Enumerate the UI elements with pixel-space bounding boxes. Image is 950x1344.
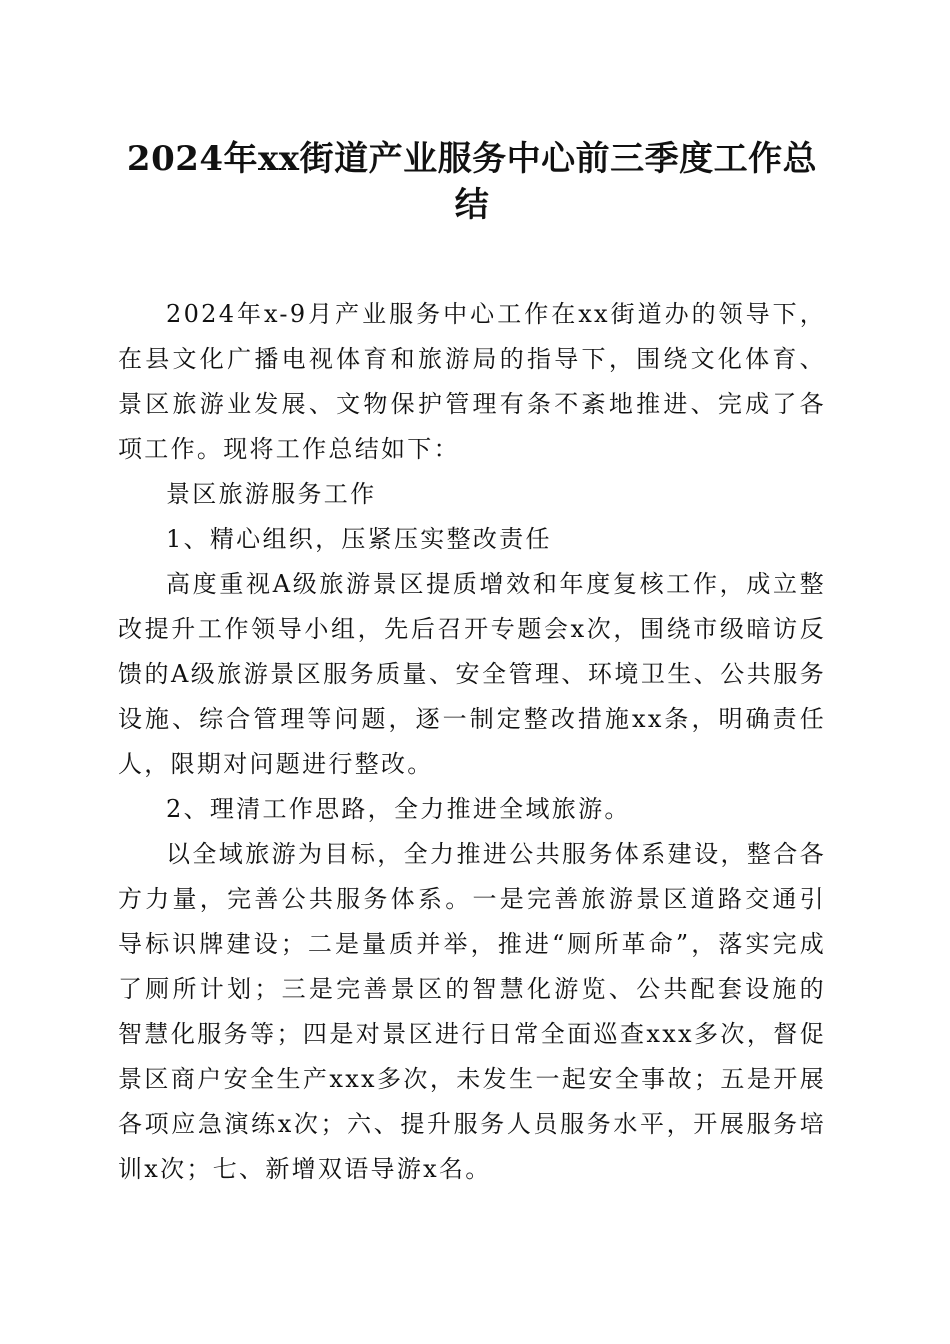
- document-body: [118, 292, 826, 1192]
- document-title: [118, 136, 826, 228]
- document-title-line-2: 结: [454, 185, 490, 225]
- item-2-heading: 2、理清工作思路，全力推进全域旅游。: [166, 795, 631, 823]
- section-heading-scenic-tourism: 景区旅游服务工作: [166, 480, 377, 508]
- item-1-heading: 1、精心组织，压紧压实整改责任: [166, 525, 552, 553]
- item-2-paragraph: 以全域旅游为目标，全力推进公共服务体系建设，整合各方力量，完善公共服务体系。一是完善旅游景区道路交通引导标识牌建设；二是量质并举，推进“厕所革命”，落实完成了厕所计划；三是完善景区的智慧化游览、公共配套设施的智慧化服务等；四是对景区进行日常全面巡查xxx多次，督促景区商户安全生产xxx多次，未发生一起安全事故；五是开展各项应急演练x次；六、提升服务人员服务水平，开展服务培训x次；七、新增双语导游x名。: [118, 840, 826, 1183]
- item-1-paragraph: 高度重视A级旅游景区提质增效和年度复核工作，成立整改提升工作领导小组，先后召开专题会x次，围绕市级暗访反馈的A级旅游景区服务质量、安全管理、环境卫生、公共服务设施、综合管理等问题，逐一制定整改措施xx条，明确责任人，限期对问题进行整改。: [118, 570, 826, 778]
- intro-paragraph: 2024年x-9月产业服务中心工作在xx街道办的领导下，在县文化广播电视体育和旅游局的指导下，围绕文化体育、景区旅游业发展、文物保护管理有条不紊地推进、完成了各项工作。现将工作总结如下：: [118, 300, 826, 463]
- document-title-line-1: 2024年xx街道产业服务中心前三季度工作总: [126, 139, 818, 179]
